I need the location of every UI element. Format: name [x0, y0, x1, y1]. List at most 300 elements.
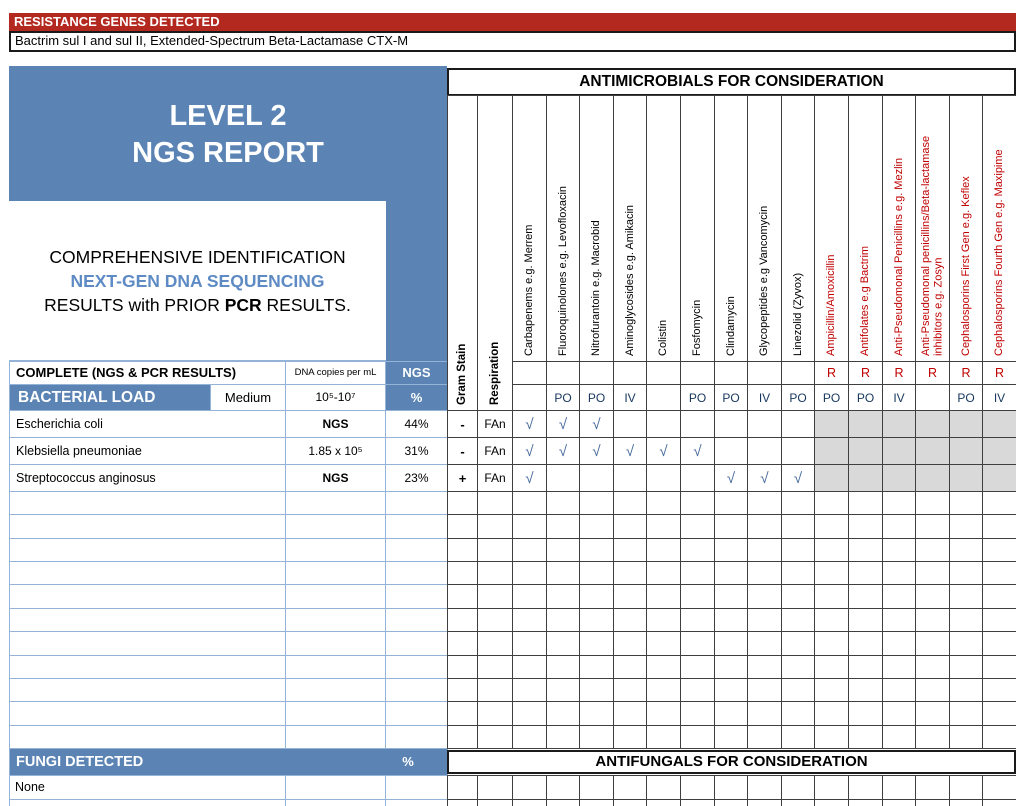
resistant-marker-cell-2: [579, 361, 614, 385]
route-cell-10-label: PO: [856, 390, 875, 405]
susceptibility-cell: [814, 410, 849, 438]
empty-cell: [747, 491, 782, 515]
column-header-respiration-label: Respiration: [488, 341, 501, 405]
empty-cell: [949, 584, 983, 609]
resistant-marker-cell-12-label: R: [927, 366, 938, 380]
empty-cell: [9, 631, 286, 656]
empty-cell: [613, 655, 647, 679]
empty-cell: [781, 491, 815, 515]
empty-cell: [579, 775, 614, 800]
empty-cell: [915, 561, 950, 585]
column-header-drug-0-label: Carbapenems e.g. Merrem: [523, 224, 536, 356]
resistant-marker-cell-0: [512, 361, 547, 385]
gram-stain-value-label: -: [460, 416, 465, 432]
empty-cell: [714, 701, 748, 726]
empty-cell: [882, 655, 916, 679]
resistance-genes-banner: [9, 13, 1016, 31]
empty-cell: [814, 775, 849, 800]
susceptibility-cell: [579, 437, 614, 465]
resistant-marker-cell-14: [982, 361, 1016, 385]
susceptibility-cell: [512, 464, 547, 492]
susceptibility-cell: [613, 464, 647, 492]
route-cell-9-label: PO: [822, 390, 841, 405]
route-cell-8-label: PO: [789, 390, 807, 405]
empty-cell: [781, 538, 815, 562]
column-header-drug-4: [646, 95, 681, 362]
empty-cell: [613, 561, 647, 585]
empty-cell: [385, 491, 448, 515]
empty-cell: [613, 725, 647, 749]
empty-cell: [512, 491, 547, 515]
empty-cell: [882, 608, 916, 632]
empty-cell: [613, 799, 647, 806]
empty-cell: [546, 799, 580, 806]
column-header-drug-4-label: Colistin: [657, 319, 670, 356]
empty-cell: [646, 799, 681, 806]
empty-cell: [781, 514, 815, 539]
empty-cell: [512, 701, 547, 726]
column-header-drug-12: [915, 95, 950, 362]
empty-cell: [949, 491, 983, 515]
column-header-gram-stain-label: Gram Stain: [456, 343, 469, 405]
fungi-detected-banner: [9, 748, 448, 776]
empty-cell: [9, 561, 286, 585]
bacterial-load-header-cell: BACTERIAL LOAD: [9, 384, 211, 411]
susceptibility-cell: [579, 464, 614, 492]
load-level-cell: Medium: [210, 384, 286, 411]
column-header-drug-0: [512, 95, 547, 362]
empty-cell: [814, 655, 849, 679]
respiration-value: [477, 410, 513, 438]
route-cell-7-label: IV: [758, 390, 771, 405]
empty-cell: [882, 584, 916, 609]
dna-copies-cell-label: NGS: [322, 417, 349, 431]
empty-cell: [714, 538, 748, 562]
empty-cell: [477, 538, 513, 562]
empty-cell: [781, 561, 815, 585]
empty-cell: [447, 514, 478, 539]
susceptibility-cell: [512, 410, 547, 438]
empty-cell: [477, 584, 513, 609]
empty-cell: [882, 561, 916, 585]
report-subtitle-block: [9, 201, 386, 361]
empty-cell: [882, 491, 916, 515]
gram-stain-value-label: -: [460, 443, 465, 459]
ngs-percent-cell-label: 44%: [404, 417, 429, 431]
resistant-marker-cell-10-label: R: [860, 366, 871, 380]
resistant-marker-cell-5: [680, 361, 715, 385]
empty-cell: [714, 655, 748, 679]
susceptibility-cell-label: √: [525, 469, 534, 487]
ngs-percent-cell: [385, 464, 448, 492]
empty-cell: [781, 631, 815, 656]
susceptibility-cell-label: √: [793, 469, 803, 487]
empty-cell: [613, 678, 647, 702]
empty-cell: [882, 678, 916, 702]
percent-header-cell: %: [385, 384, 448, 411]
empty-cell: [385, 608, 448, 632]
resistant-marker-cell-14-label: R: [994, 366, 1005, 380]
susceptibility-cell: [848, 437, 883, 465]
empty-cell: [512, 775, 547, 800]
empty-cell: [646, 584, 681, 609]
empty-cell: [714, 725, 748, 749]
empty-cell: [882, 514, 916, 539]
empty-cell: [949, 514, 983, 539]
susceptibility-cell-label: √: [693, 442, 702, 460]
fungi-result-value-cell: [285, 775, 386, 800]
empty-cell: [546, 491, 580, 515]
susceptibility-cell: [882, 464, 916, 492]
subtitle-line3-pcr: PCR: [224, 294, 262, 315]
empty-cell: [747, 725, 782, 749]
empty-cell: [714, 584, 748, 609]
column-header-drug-2: [579, 95, 614, 362]
resistant-marker-cell-11-label: R: [894, 366, 904, 380]
empty-cell: [447, 561, 478, 585]
empty-cell: [680, 775, 715, 800]
empty-cell: [613, 514, 647, 539]
respiration-value-label: FAn: [484, 417, 506, 431]
susceptibility-cell: [848, 410, 883, 438]
susceptibility-cell: [714, 464, 748, 492]
route-cell-12: [915, 384, 950, 411]
empty-cell: [747, 608, 782, 632]
susceptibility-cell: [982, 410, 1016, 438]
susceptibility-cell: [579, 410, 614, 438]
empty-cell: [982, 584, 1016, 609]
empty-cell: [613, 538, 647, 562]
empty-cell: [781, 655, 815, 679]
column-header-drug-6-label: Clindamycin: [724, 296, 737, 356]
empty-cell: [447, 678, 478, 702]
dna-copies-cell: [285, 464, 386, 492]
route-cell-13-label: PO: [957, 390, 975, 405]
empty-cell: [982, 538, 1016, 562]
fungi-result-percent-cell: [385, 775, 448, 800]
empty-cell: [949, 608, 983, 632]
empty-cell: [781, 701, 815, 726]
empty-cell: [680, 561, 715, 585]
empty-cell: [848, 608, 883, 632]
resistance-genes-list: [9, 31, 1016, 52]
susceptibility-cell: [747, 464, 782, 492]
susceptibility-cell: [613, 410, 647, 438]
route-cell-1-label: PO: [554, 390, 572, 405]
column-header-drug-5-label: Fosfomycin: [691, 299, 704, 356]
route-cell-4: [646, 384, 681, 411]
susceptibility-cell: [512, 437, 547, 465]
empty-cell: [714, 631, 748, 656]
empty-cell: [613, 775, 647, 800]
empty-cell: [512, 608, 547, 632]
column-header-drug-10: [848, 95, 883, 362]
empty-cell: [814, 561, 849, 585]
susceptibility-cell-label: √: [592, 415, 601, 433]
susceptibility-cell: [882, 437, 916, 465]
empty-cell: [949, 538, 983, 562]
subtitle-line3-suffix: RESULTS.: [261, 294, 351, 315]
organism-name-cell-label: Klebsiella pneumoniae: [16, 444, 142, 458]
empty-cell: [9, 584, 286, 609]
empty-cell: [680, 701, 715, 726]
empty-cell: [982, 725, 1016, 749]
empty-cell: [9, 701, 286, 726]
empty-cell: [546, 538, 580, 562]
empty-cell: [714, 775, 748, 800]
route-cell-1: [546, 384, 580, 411]
empty-cell: [747, 799, 782, 806]
empty-cell: [680, 584, 715, 609]
resistant-marker-cell-4: [646, 361, 681, 385]
susceptibility-cell: [915, 437, 950, 465]
empty-cell: [714, 678, 748, 702]
empty-cell: [882, 799, 916, 806]
report-title-block: [9, 66, 447, 201]
resistance-genes-text: Bactrim sul I and sul II, Extended-Spectrum Beta-Lactamase CTX-M: [15, 33, 409, 48]
subtitle-line3-prefix: RESULTS with PRIOR: [44, 294, 225, 315]
empty-cell: [285, 725, 386, 749]
empty-cell: [949, 655, 983, 679]
empty-cell: [512, 799, 547, 806]
resistant-marker-cell-1: [546, 361, 580, 385]
resistant-marker-cell-11: [882, 361, 916, 385]
empty-cell: [385, 561, 448, 585]
route-cell-6-label: PO: [722, 390, 740, 405]
empty-cell: [949, 701, 983, 726]
route-cell-2: [579, 384, 614, 411]
empty-cell: [546, 775, 580, 800]
empty-cell: [982, 561, 1016, 585]
empty-cell: [477, 561, 513, 585]
empty-cell: [546, 725, 580, 749]
empty-cell: [814, 799, 849, 806]
report-title-line1: LEVEL 2: [169, 100, 287, 132]
organism-name-cell: [9, 410, 286, 438]
empty-cell: [477, 655, 513, 679]
empty-cell: [613, 608, 647, 632]
empty-cell: [285, 631, 386, 656]
empty-cell: [613, 701, 647, 726]
empty-cell: [714, 799, 748, 806]
empty-cell: [680, 799, 715, 806]
empty-cell: [848, 561, 883, 585]
fungi-detected-label: FUNGI DETECTED: [16, 754, 144, 770]
report-subtitle-line2: NEXT-GEN DNA SEQUENCING: [70, 270, 325, 291]
empty-cell: [680, 538, 715, 562]
susceptibility-cell-label: √: [625, 442, 635, 460]
resistant-marker-cell-3: [613, 361, 647, 385]
report-subtitle-line3: [9, 293, 386, 317]
empty-cell: [385, 631, 448, 656]
ngs-percent-cell: [385, 437, 448, 465]
empty-cell: [9, 725, 286, 749]
empty-cell: [385, 538, 448, 562]
load-range-cell: 10⁵-10⁷: [285, 384, 386, 411]
empty-cell: [285, 514, 386, 539]
empty-cell: [747, 678, 782, 702]
empty-cell: [781, 608, 815, 632]
route-cell-10: [848, 384, 883, 411]
resistant-marker-cell-12: [915, 361, 950, 385]
empty-cell: [285, 701, 386, 726]
empty-cell: [848, 655, 883, 679]
empty-cell: [915, 725, 950, 749]
column-header-drug-14: [982, 95, 1016, 362]
route-cell-5-label: PO: [688, 390, 707, 405]
empty-cell: [646, 631, 681, 656]
empty-cell: [882, 775, 916, 800]
organism-name-cell: [9, 437, 286, 465]
susceptibility-cell: [613, 437, 647, 465]
empty-cell: [9, 538, 286, 562]
empty-cell: [882, 538, 916, 562]
dna-copies-cell-label: NGS: [322, 471, 349, 485]
empty-cell: [646, 701, 681, 726]
respiration-value-label: FAn: [484, 471, 506, 485]
route-cell-11: [882, 384, 916, 411]
empty-cell: [781, 584, 815, 609]
empty-cell: [9, 678, 286, 702]
empty-cell: [915, 514, 950, 539]
empty-cell: [949, 678, 983, 702]
empty-cell: [747, 514, 782, 539]
respiration-value-label: FAn: [484, 444, 506, 458]
empty-cell: [447, 631, 478, 656]
empty-cell: [714, 514, 748, 539]
column-header-drug-13: [949, 95, 983, 362]
empty-cell: [579, 678, 614, 702]
empty-cell: [285, 655, 386, 679]
empty-cell: [646, 514, 681, 539]
empty-cell: [747, 701, 782, 726]
empty-cell: [512, 631, 547, 656]
empty-cell: [848, 725, 883, 749]
empty-cell: [447, 608, 478, 632]
route-cell-6: [714, 384, 748, 411]
empty-cell: [447, 584, 478, 609]
column-header-drug-8-label: Linezolid (Zyvox): [791, 272, 804, 356]
empty-cell: [9, 491, 286, 515]
empty-cell: [680, 491, 715, 515]
gram-stain-value: [447, 437, 478, 465]
dna-copies-cell: [285, 437, 386, 465]
empty-cell: [285, 608, 386, 632]
susceptibility-cell: [949, 437, 983, 465]
susceptibility-cell: [646, 410, 681, 438]
column-header-drug-9: [814, 95, 849, 362]
empty-cell: [747, 775, 782, 800]
susceptibility-cell-label: √: [558, 415, 568, 433]
column-header-drug-5: [680, 95, 715, 362]
susceptibility-cell-label: √: [558, 442, 568, 460]
empty-cell: [579, 584, 614, 609]
empty-cell: [747, 655, 782, 679]
empty-cell: [915, 775, 950, 800]
empty-cell: [385, 655, 448, 679]
empty-cell: [915, 701, 950, 726]
empty-cell: [579, 608, 614, 632]
empty-cell: [477, 701, 513, 726]
empty-cell: [285, 491, 386, 515]
route-cell-3: [613, 384, 647, 411]
empty-cell: [982, 514, 1016, 539]
empty-cell: [882, 631, 916, 656]
column-header-drug-3: [613, 95, 647, 362]
empty-cell: [781, 725, 815, 749]
empty-cell: [949, 799, 983, 806]
resistant-marker-cell-8: [781, 361, 815, 385]
susceptibility-cell-label: √: [525, 442, 534, 460]
empty-cell: [477, 678, 513, 702]
empty-cell: [982, 655, 1016, 679]
susceptibility-cell: [949, 464, 983, 492]
empty-cell: [546, 608, 580, 632]
empty-cell: [848, 514, 883, 539]
empty-cell: [447, 799, 478, 806]
route-cell-3-label: IV: [624, 390, 636, 405]
susceptibility-cell: [546, 464, 580, 492]
empty-cell: [512, 655, 547, 679]
dna-copies-header-cell: DNA copies per mL: [285, 361, 386, 385]
empty-cell: [646, 538, 681, 562]
susceptibility-cell: [814, 464, 849, 492]
dna-copies-cell: [285, 410, 386, 438]
susceptibility-cell: [747, 437, 782, 465]
empty-cell: [949, 725, 983, 749]
column-header-drug-13-label: Cephalosporins First Gen e.g. Keflex: [959, 176, 972, 356]
empty-cell: [848, 538, 883, 562]
empty-cell: [477, 631, 513, 656]
dna-copies-cell-label: 1.85 x 10⁵: [308, 444, 363, 458]
resistant-marker-cell-7: [747, 361, 782, 385]
susceptibility-cell: [680, 410, 715, 438]
empty-cell: [915, 608, 950, 632]
empty-cell: [613, 491, 647, 515]
empty-cell: [848, 584, 883, 609]
column-header-drug-6: [714, 95, 748, 362]
empty-cell: [579, 491, 614, 515]
ngs-header-cell: NGS: [385, 361, 448, 385]
empty-cell: [747, 584, 782, 609]
susceptibility-cell: [546, 437, 580, 465]
empty-cell: [447, 655, 478, 679]
empty-cell: [285, 561, 386, 585]
empty-cell: [546, 701, 580, 726]
ngs-percent-cell: [385, 410, 448, 438]
empty-cell: [714, 491, 748, 515]
empty-cell: [385, 725, 448, 749]
empty-cell: [982, 678, 1016, 702]
susceptibility-cell: [982, 437, 1016, 465]
respiration-value: [477, 464, 513, 492]
empty-cell: [646, 491, 681, 515]
empty-cell: [477, 514, 513, 539]
empty-cell: [814, 538, 849, 562]
route-cell-14: [982, 384, 1016, 411]
susceptibility-cell-label: √: [659, 442, 668, 460]
susceptibility-cell: [680, 464, 715, 492]
empty-cell: [477, 608, 513, 632]
susceptibility-cell-label: √: [726, 469, 736, 487]
route-cell-0: [512, 384, 547, 411]
empty-cell: [385, 514, 448, 539]
empty-cell: [546, 678, 580, 702]
empty-cell: [579, 514, 614, 539]
empty-cell: [848, 701, 883, 726]
empty-cell: [285, 799, 386, 806]
column-header-drug-2-label: Nitrofurantoin e.g. Macrobid: [590, 220, 603, 356]
